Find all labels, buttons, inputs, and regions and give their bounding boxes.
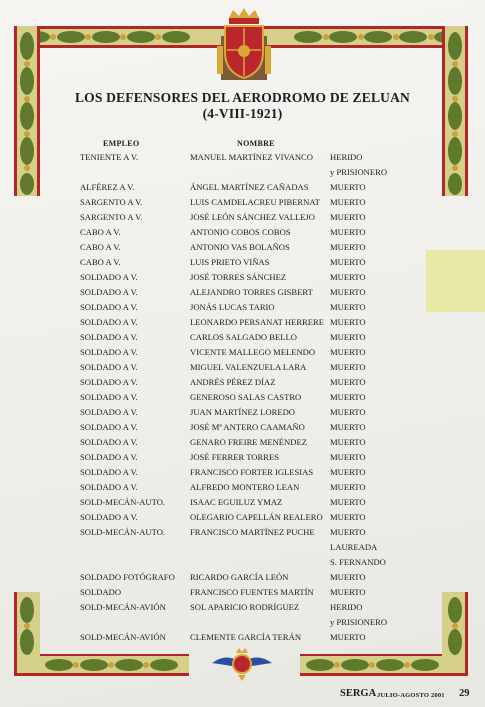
status-cell: MUERTO [330,242,366,252]
name-cell: LUIS PRIETO VIÑAS [190,257,270,267]
rank-cell: SOLDADO A V. [80,272,138,282]
status-cell: MUERTO [330,272,366,282]
name-cell: CLEMENTE GARCÍA TERÁN [190,632,302,642]
status-cell: MUERTO [330,587,366,597]
name-cell: OLEGARIO CAPELLÁN REALERO [190,512,323,522]
status-cell: MUERTO [330,407,366,417]
name-cell: JOSÉ FERRER TORRES [190,452,279,462]
table-row [0,287,485,302]
document-title: LOS DEFENSORES DEL AERODROMO DE ZELUAN [74,90,411,105]
name-cell: FRANCISCO FORTER IGLESIAS [190,467,314,477]
rank-cell: SOLD-MECÁN-AUTO. [80,527,166,537]
status-cell: MUERTO [330,437,366,447]
table-row [0,242,485,257]
table-row [0,527,485,542]
status-cell: MUERTO [330,392,366,402]
status-cell: MUERTO [330,572,366,582]
page-number: 29 [459,688,470,699]
status-cell: MUERTO [330,302,366,312]
name-cell: SOL APARICIO RODRÍGUEZ [190,602,300,612]
name-cell: JUAN MARTÍNEZ LOREDO [190,407,295,417]
rank-cell: SOLDADO A V. [80,332,138,342]
rank-cell: CABO A V. [80,242,121,252]
magazine-name: SERGA [340,688,377,699]
status-cell: LAUREADA [330,542,378,552]
name-cell: JOSÉ LEÓN SÁNCHEZ VALLEJO [190,212,316,222]
rank-cell: CABO A V. [80,257,121,267]
status-cell: MUERTO [330,512,366,522]
table-row [0,302,485,317]
royal-coat-of-arms-icon [215,6,273,84]
rank-cell: SOLDADO A V. [80,287,138,297]
rank-cell: SOLDADO [80,587,122,597]
document-date: (4-VIII-1921) [202,106,283,121]
rank-cell: SOLD-MECÁN-AVIÓN [80,602,166,612]
ornamental-border-bottom-left [14,592,189,676]
column-header-empleo: EMPLEO [103,139,140,148]
table-row [0,512,485,527]
status-cell: MUERTO [330,527,366,537]
status-cell: y PRISIONERO [330,617,388,627]
table-row [0,227,485,242]
status-cell: HERIDO [330,602,363,612]
rank-cell: SOLDADO A V. [80,482,138,492]
rank-cell: SOLDADO A V. [80,422,138,432]
status-cell: MUERTO [330,482,366,492]
table-row [0,407,485,422]
rank-cell: SOLDADO A V. [80,362,138,372]
table-row [0,362,485,377]
table-row [0,557,485,572]
status-cell: MUERTO [330,467,366,477]
name-cell: JOSÉ TORRES SÁNCHEZ [190,272,287,282]
rank-cell: SOLDADO A V. [80,302,138,312]
rank-cell: SOLDADO A V. [80,452,138,462]
column-header-nombre: NOMBRE [237,139,275,148]
name-cell: RICARDO GARCÍA LEÓN [190,572,289,582]
table-row [0,482,485,497]
rank-cell: SOLD-MECÁN-AVIÓN [80,632,166,642]
table-row [0,437,485,452]
status-cell: MUERTO [330,287,366,297]
personnel-list [0,152,485,647]
status-cell: MUERTO [330,212,366,222]
name-cell: VICENTE MALLEGO MELENDO [190,347,316,357]
status-cell: MUERTO [330,362,366,372]
table-row [0,182,485,197]
rank-cell: SOLDADO FOTÓGRAFO [80,572,175,582]
name-cell: GENEROSO SALAS CASTRO [190,392,302,402]
name-cell: JONÁS LUCAS TARIO [190,302,275,312]
table-row [0,152,485,167]
rank-cell: SOLDADO A V. [80,512,138,522]
status-cell: MUERTO [330,347,366,357]
table-row [0,392,485,407]
table-row [0,542,485,557]
status-cell: MUERTO [330,632,366,642]
table-row [0,572,485,587]
issue-date: JULIO-AGOSTO 2001 [377,692,445,699]
status-cell: MUERTO [330,317,366,327]
status-cell: MUERTO [330,422,366,432]
rank-cell: SOLD-MECÁN-AUTO. [80,497,166,507]
rank-cell: SOLDADO A V. [80,392,138,402]
status-cell: MUERTO [330,497,366,507]
table-row [0,317,485,332]
name-cell: ISAAC EGUILUZ YMAZ [190,497,283,507]
rank-cell: ALFÉREZ A V. [80,182,135,192]
name-cell: JOSÉ Mª ANTERO CAAMAÑO [190,422,305,432]
table-row [0,497,485,512]
status-cell: MUERTO [330,332,366,342]
rank-cell: SOLDADO A V. [80,437,138,447]
name-cell: MANUEL MARTÍNEZ VIVANCO [190,152,313,162]
table-row [0,332,485,347]
status-cell: S. FERNANDO [330,557,386,567]
rank-cell: SOLDADO A V. [80,347,138,357]
name-cell: GENARO FREIRE MENÉNDEZ [190,437,307,447]
table-row [0,197,485,212]
table-row [0,212,485,227]
name-cell: ÁNGEL MARTÍNEZ CAÑADAS [190,182,309,192]
ornamental-border-bottom-right [300,592,468,676]
table-row [0,377,485,392]
name-cell: ALFREDO MONTERO LEAN [190,482,300,492]
status-cell: MUERTO [330,182,366,192]
name-cell: LEONARDO PERSANAT HERRERE [190,317,325,327]
name-cell: FRANCISCO FUENTES MARTÍN [190,587,314,597]
table-row [0,257,485,272]
name-cell: ALEJANDRO TORRES GISBERT [190,287,313,297]
rank-cell: CABO A V. [80,227,121,237]
rank-cell: SARGENTO A V. [80,212,143,222]
rank-cell: SARGENTO A V. [80,197,143,207]
status-cell: MUERTO [330,377,366,387]
table-row [0,452,485,467]
name-cell: LUIS CAMDELACREU PIBERNAT [190,197,320,207]
table-row [0,422,485,437]
rank-cell: SOLDADO A V. [80,467,138,477]
air-force-winged-emblem-icon [210,645,274,683]
table-row [0,467,485,482]
name-cell: ANDRÉS PÉREZ DÍAZ [190,377,276,387]
name-cell: ANTONIO COBOS COBOS [190,227,291,237]
status-cell: y PRISIONERO [330,167,388,177]
rank-cell: SOLDADO A V. [80,377,138,387]
table-row [0,347,485,362]
rank-cell: SOLDADO A V. [80,407,138,417]
status-cell: MUERTO [330,257,366,267]
name-cell: FRANCISCO MARTÍNEZ PUCHE [190,527,315,537]
name-cell: MIGUEL VALENZUELA LARA [190,362,307,372]
name-cell: CARLOS SALGADO BELLO [190,332,297,342]
name-cell: ANTONIO VAS BOLAÑOS [190,242,290,252]
rank-cell: TENIENTE A V. [80,152,139,162]
table-row [0,167,485,182]
status-cell: MUERTO [330,452,366,462]
status-cell: HERIDO [330,152,363,162]
rank-cell: SOLDADO A V. [80,317,138,327]
table-row [0,272,485,287]
status-cell: MUERTO [330,197,366,207]
status-cell: MUERTO [330,227,366,237]
